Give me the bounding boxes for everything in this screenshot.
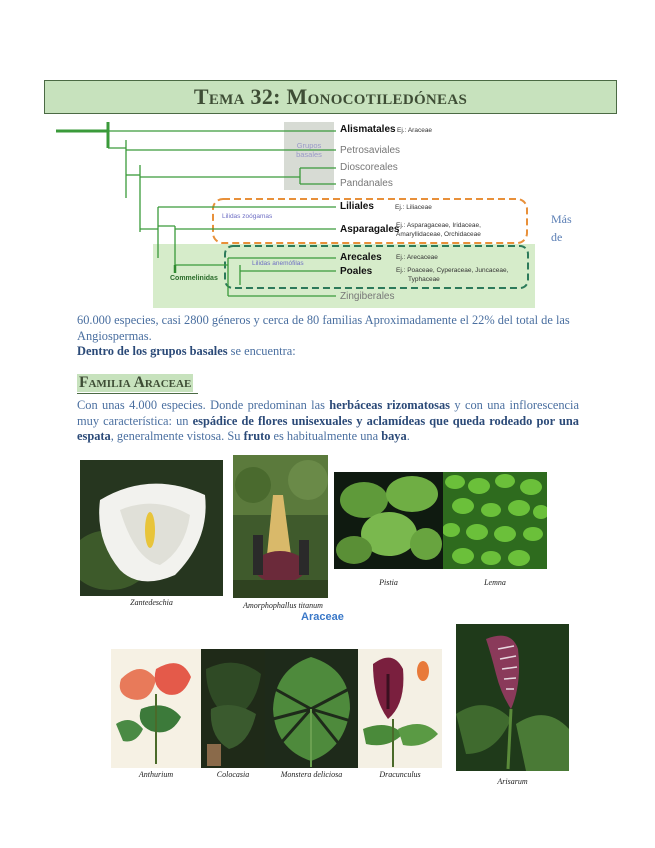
order-alismatales: Alismatales [340, 124, 396, 135]
side-note: Más de [551, 212, 572, 244]
photo-zantedeschia [80, 460, 223, 596]
group-lilidas-zoogamas: Lilidas zoógamas [222, 213, 273, 220]
section-heading: Familia Araceae [79, 374, 192, 391]
order-asparagales: Asparagales [340, 224, 400, 235]
photo-monstera [265, 649, 358, 768]
photo-arisarum [456, 624, 569, 771]
order-zingiberales: Zingiberales [340, 291, 395, 302]
order-pandanales: Pandanales [340, 178, 393, 189]
example-asparagales-line2: Amaryllidaceae, Orchidaceae [396, 231, 481, 238]
example-asparagales-line1: Ej.: Asparagaceae, Iridaceae, [396, 222, 481, 229]
caption-anthurium: Anthurium [138, 770, 174, 779]
caption-colocasia: Colocasia [216, 770, 250, 779]
photo-lemna [443, 472, 547, 569]
order-arecales: Arecales [340, 252, 382, 263]
caption-arisarum: Arisarum [497, 777, 528, 786]
photo-amorphophallus [233, 455, 328, 598]
intro-paragraph: 60.000 especies, casi 2800 géneros y cerca de 80 familias Aproximadamente el 22% del total de las Angiospermas. [77, 313, 570, 343]
example-poales-line1: Ej.: Poaceae, Cyperaceae, Juncaceae, [396, 267, 509, 274]
araceae-description: Con unas 4.000 especies. Donde predominan las herbáceas rizomatosas y con una inflorescencia muy característica: un espádice de flores unisexuales y aclamídeas que queda rodeado por una espata, generalmente vistosa. Su fruto es habitualmente una baya. [77, 398, 579, 443]
photo-colocasia [201, 649, 265, 768]
order-petrosaviales: Petrosaviales [340, 145, 401, 156]
caption-dracunculus: Dracunculus [379, 770, 421, 779]
caption-lemna: Lemna [484, 578, 506, 587]
photo-dracunculus [358, 649, 442, 768]
example-alismatales: Ej.: Araceae [397, 127, 433, 134]
caption-pistia: Pistia [379, 578, 398, 587]
photo-anthurium [111, 649, 201, 768]
order-dioscoreales: Dioscoreales [340, 162, 398, 173]
example-poales-line2: Typhaceae [408, 276, 440, 283]
photo-pistia [334, 472, 443, 569]
group-lilidas-anemofilas: Lilidas anemófilas [252, 260, 304, 267]
caption-monstera: Monstera deliciosa [280, 770, 343, 779]
group-commelinidas: Commelinidas [170, 275, 218, 282]
order-poales: Poales [340, 266, 373, 277]
caption-zantedeschia: Zantedeschia [130, 598, 173, 607]
araceae-label: Araceae [301, 611, 344, 623]
page-title: Tema 32: Monocotiledóneas [193, 84, 468, 109]
order-liliales: Liliales [340, 201, 374, 212]
caption-amorphophallus: Amorphophallus titanum [243, 601, 323, 610]
example-arecales: Ej.: Arecaceae [396, 254, 438, 261]
basal-groups-label: Grupos basales [296, 141, 322, 159]
cladogram [0, 0, 655, 320]
section-heading-underline [77, 393, 198, 394]
example-liliales: Ej.: Liliaceae [395, 204, 432, 211]
basal-groups-paragraph: Dentro de los grupos basales se encuentra: [77, 344, 296, 358]
